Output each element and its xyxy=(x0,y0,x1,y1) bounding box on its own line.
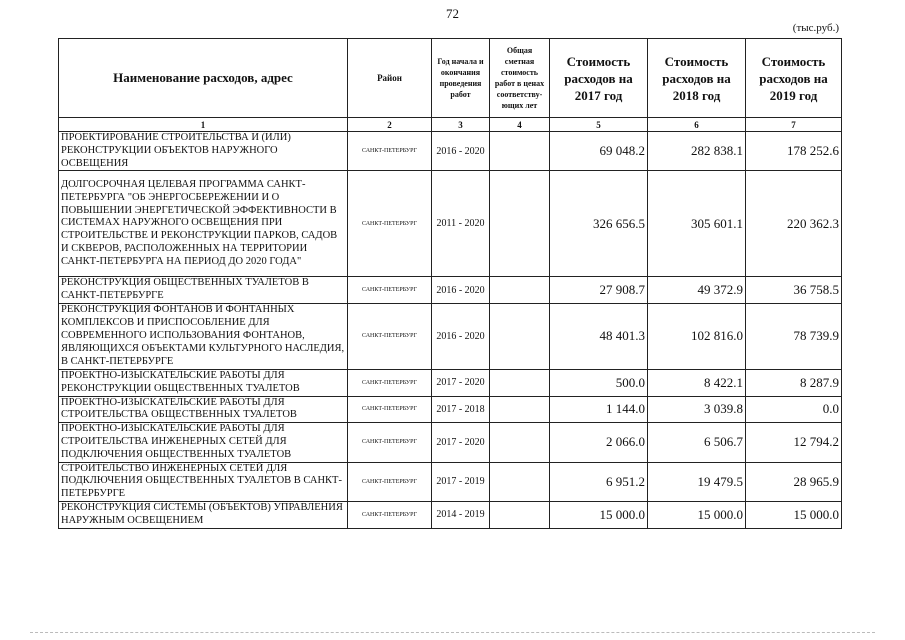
cost-2019-cell: 36 758.5 xyxy=(746,277,842,304)
page-number: 72 xyxy=(446,6,459,21)
table-row xyxy=(59,369,842,396)
column-number: 2 xyxy=(348,118,432,132)
cost-2018-cell: 3 039.8 xyxy=(648,396,746,423)
district-cell: САНКТ-ПЕТЕРБУРГ xyxy=(348,423,432,462)
period-cell: 2016 - 2020 xyxy=(432,303,490,369)
cost-2017-cell: 2 066.0 xyxy=(550,423,648,462)
cost-2018-cell: 8 422.1 xyxy=(648,369,746,396)
period-cell: 2014 - 2019 xyxy=(432,501,490,528)
cost-2019-cell: 178 252.6 xyxy=(746,132,842,171)
cost-2018-cell: 6 506.7 xyxy=(648,423,746,462)
table-row xyxy=(59,501,842,528)
table-row xyxy=(59,303,842,369)
expense-name: РЕКОНСТРУКЦИЯ ОБЩЕСТВЕННЫХ ТУАЛЕТОВ В САНКТ-ПЕТЕРБУРГЕ xyxy=(59,277,348,304)
cost-2017-cell: 15 000.0 xyxy=(550,501,648,528)
header-row xyxy=(59,39,842,118)
column-number: 6 xyxy=(648,118,746,132)
column-number: 1 xyxy=(59,118,348,132)
table-row xyxy=(59,423,842,462)
expense-name: ПРОЕКТНО-ИЗЫСКАТЕЛЬСКИЕ РАБОТЫ ДЛЯ СТРОИТЕЛЬСТВА ОБЩЕСТВЕННЫХ ТУАЛЕТОВ xyxy=(59,396,348,423)
cost-2018-cell: 102 816.0 xyxy=(648,303,746,369)
district-cell: САНКТ-ПЕТЕРБУРГ xyxy=(348,396,432,423)
expense-name: ПРОЕКТНО-ИЗЫСКАТЕЛЬСКИЕ РАБОТЫ ДЛЯ РЕКОНСТРУКЦИИ ОБЩЕСТВЕННЫХ ТУАЛЕТОВ xyxy=(59,369,348,396)
period-cell: 2017 - 2020 xyxy=(432,369,490,396)
period-cell: 2017 - 2018 xyxy=(432,396,490,423)
column-number: 3 xyxy=(432,118,490,132)
total-cost-cell xyxy=(490,303,550,369)
district-cell: САНКТ-ПЕТЕРБУРГ xyxy=(348,462,432,501)
cost-2017-cell: 27 908.7 xyxy=(550,277,648,304)
budget-table xyxy=(58,38,842,529)
district-cell: САНКТ-ПЕТЕРБУРГ xyxy=(348,501,432,528)
table-row xyxy=(59,462,842,501)
table-row xyxy=(59,396,842,423)
header-cost-2018: Стоимость расходов на 2018 год xyxy=(648,39,746,118)
cost-2019-cell: 0.0 xyxy=(746,396,842,423)
total-cost-cell xyxy=(490,501,550,528)
period-cell: 2017 - 2020 xyxy=(432,423,490,462)
total-cost-cell xyxy=(490,277,550,304)
page-bottom-divider xyxy=(30,632,875,634)
expense-name: ПРОЕКТИРОВАНИЕ СТРОИТЕЛЬСТВА И (ИЛИ) РЕКОНСТРУКЦИИ ОБЪЕКТОВ НАРУЖНОГО ОСВЕЩЕНИЯ xyxy=(59,132,348,171)
district-cell: САНКТ-ПЕТЕРБУРГ xyxy=(348,303,432,369)
cost-2018-cell: 282 838.1 xyxy=(648,132,746,171)
expense-name: ПРОЕКТНО-ИЗЫСКАТЕЛЬСКИЕ РАБОТЫ ДЛЯ СТРОИТЕЛЬСТВА ИНЖЕНЕРНЫХ СЕТЕЙ ДЛЯ ПОДКЛЮЧЕНИЯ ОБЩЕСТВЕННЫХ ТУАЛЕТОВ xyxy=(59,423,348,462)
header-district: Район xyxy=(348,39,432,118)
cost-2019-cell: 8 287.9 xyxy=(746,369,842,396)
cost-2017-cell: 1 144.0 xyxy=(550,396,648,423)
header-total: Общая сметная стоимость работ в ценах соответству-ющих лет xyxy=(490,39,550,118)
units-label: (тыс.руб.) xyxy=(792,22,839,34)
column-number-row xyxy=(59,118,842,132)
period-cell: 2016 - 2020 xyxy=(432,277,490,304)
column-number: 5 xyxy=(550,118,648,132)
table-row xyxy=(59,277,842,304)
cost-2017-cell: 48 401.3 xyxy=(550,303,648,369)
header-name: Наименование расходов, адрес xyxy=(59,39,348,118)
expense-name: РЕКОНСТРУКЦИЯ ФОНТАНОВ И ФОНТАННЫХ КОМПЛЕКСОВ И ПРИСПОСОБЛЕНИЕ ДЛЯ СОВРЕМЕННОГО ИСПОЛЬЗОВАНИЯ ФОНТАНОВ, ЯВЛЯЮЩИХСЯ ОБЪЕКТАМИ КУЛЬТУРНОГО НАСЛЕДИЯ, В САНКТ-ПЕТЕРБУРГЕ xyxy=(59,303,348,369)
total-cost-cell xyxy=(490,369,550,396)
cost-2017-cell: 326 656.5 xyxy=(550,171,648,277)
table-row xyxy=(59,132,842,171)
expense-name: ДОЛГОСРОЧНАЯ ЦЕЛЕВАЯ ПРОГРАММА САНКТ-ПЕТЕРБУРГА "ОБ ЭНЕРГОСБЕРЕЖЕНИИ И О ПОВЫШЕНИИ ЭНЕРГЕТИЧЕСКОЙ ЭФФЕКТИВНОСТИ В СИСТЕМАХ НАРУЖНОГО ОСВЕЩЕНИЯ ПРИ СТРОИТЕЛЬСТВЕ И РЕКОНСТРУКЦИИ ПАРКОВ, САДОВ И СКВЕРОВ, РАСПОЛОЖЕННЫХ НА ТЕРРИТОРИИ САНКТ-ПЕТЕРБУРГА НА ПЕРИОД ДО 2020 ГОДА" xyxy=(59,171,348,277)
district-cell: САНКТ-ПЕТЕРБУРГ xyxy=(348,132,432,171)
district-cell: САНКТ-ПЕТЕРБУРГ xyxy=(348,277,432,304)
cost-2018-cell: 15 000.0 xyxy=(648,501,746,528)
district-cell: САНКТ-ПЕТЕРБУРГ xyxy=(348,369,432,396)
period-cell: 2011 - 2020 xyxy=(432,171,490,277)
header-cost-2017: Стоимость расходов на 2017 год xyxy=(550,39,648,118)
cost-2017-cell: 6 951.2 xyxy=(550,462,648,501)
total-cost-cell xyxy=(490,462,550,501)
cost-2019-cell: 12 794.2 xyxy=(746,423,842,462)
column-number: 4 xyxy=(490,118,550,132)
cost-2019-cell: 28 965.9 xyxy=(746,462,842,501)
period-cell: 2016 - 2020 xyxy=(432,132,490,171)
period-cell: 2017 - 2019 xyxy=(432,462,490,501)
expense-name: СТРОИТЕЛЬСТВО ИНЖЕНЕРНЫХ СЕТЕЙ ДЛЯ ПОДКЛЮЧЕНИЯ ОБЩЕСТВЕННЫХ ТУАЛЕТОВ В САНКТ-ПЕТЕРБУРГЕ xyxy=(59,462,348,501)
cost-2018-cell: 19 479.5 xyxy=(648,462,746,501)
table-row xyxy=(59,171,842,277)
total-cost-cell xyxy=(490,171,550,277)
cost-2018-cell: 305 601.1 xyxy=(648,171,746,277)
cost-2019-cell: 15 000.0 xyxy=(746,501,842,528)
cost-2019-cell: 78 739.9 xyxy=(746,303,842,369)
total-cost-cell xyxy=(490,396,550,423)
district-cell: САНКТ-ПЕТЕРБУРГ xyxy=(348,171,432,277)
cost-2018-cell: 49 372.9 xyxy=(648,277,746,304)
total-cost-cell xyxy=(490,423,550,462)
cost-2017-cell: 500.0 xyxy=(550,369,648,396)
total-cost-cell xyxy=(490,132,550,171)
cost-2019-cell: 220 362.3 xyxy=(746,171,842,277)
header-cost-2019: Стоимость расходов на 2019 год xyxy=(746,39,842,118)
expense-name: РЕКОНСТРУКЦИЯ СИСТЕМЫ (ОБЪЕКТОВ) УПРАВЛЕНИЯ НАРУЖНЫМ ОСВЕЩЕНИЕМ xyxy=(59,501,348,528)
header-period: Год начала и окончания проведения работ xyxy=(432,39,490,118)
cost-2017-cell: 69 048.2 xyxy=(550,132,648,171)
column-number: 7 xyxy=(746,118,842,132)
